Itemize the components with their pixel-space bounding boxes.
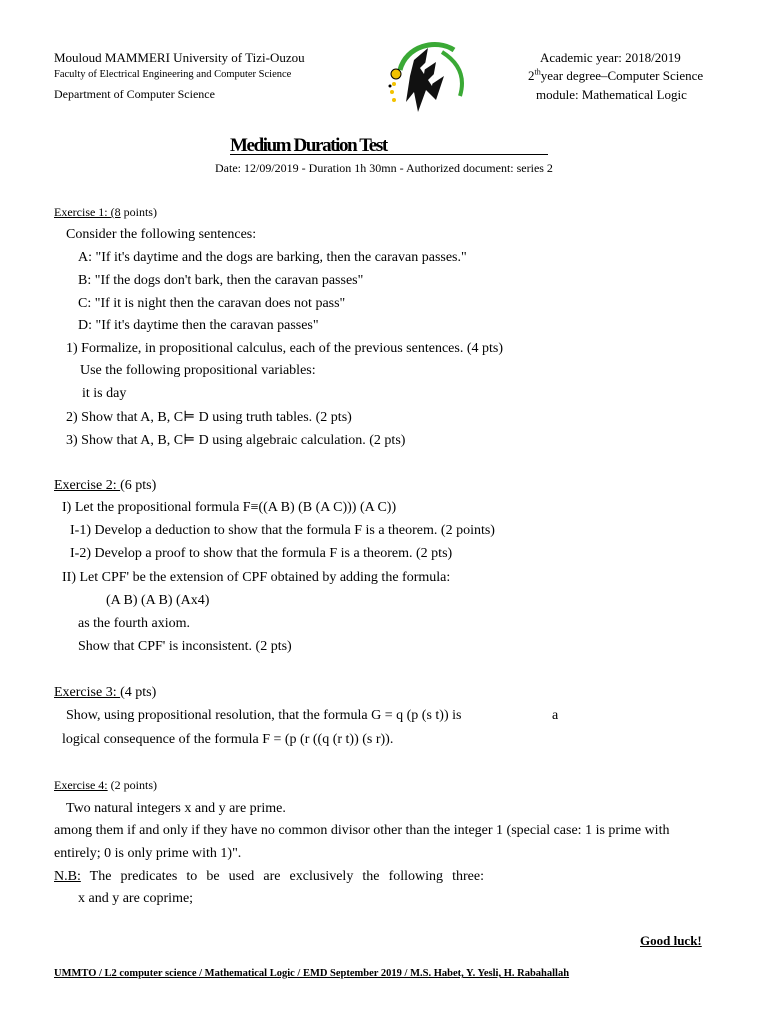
university-name: Mouloud MAMMERI University of Tizi-Ouzou [54,50,305,65]
academic-year: Academic year: 2018/2019 [540,50,681,65]
exercise-1-line: 1) Formalize, in propositional calculus, each of the previous sentences. (4 pts) [66,341,503,356]
exercise-1-heading: Exercise 1: (8 points) [54,205,157,219]
exercise-2-line: I) Let the propositional formula F≡((A B) (B (A C))) (A C)) [62,500,397,515]
university-emblem-icon [384,40,468,118]
exercise-1-line: it is day [82,386,127,401]
footer: UMMTO / L2 computer science / Mathematical Logic / EMD September 2019 / M.S. Habet, Y. Yesli, H. Rabahallah [54,968,570,979]
exercise-2-line: II) Let CPF' be the extension of CPF obtained by adding the formula: [62,570,451,585]
exercise-3-line-end: a [552,708,559,723]
exercise-3-line: logical consequence of the formula F = (p (r ((q (r t)) (s r)). [62,732,394,747]
faculty-name: Faculty of Electrical Engineering and Computer Science [54,69,292,80]
exercise-4-line: among them if and only if they have no common divisor other than the integer 1 (special case: 1 is prime with [54,823,670,838]
exercise-1-line: C: "If it is night then the caravan does not pass" [78,296,346,311]
exercise-3-line: Show, using propositional resolution, that the formula G = q (p (s t)) is [66,708,462,723]
date-line: Date: 12/09/2019 - Duration 1h 30mn - Authorized document: series 2 [215,161,553,175]
exercise-1-line: 2) Show that A, B, C⊨ D using truth tables. (2 pts) [66,410,352,425]
exercise-1-line: 3) Show that A, B, C⊨ D using algebraic calculation. (2 pts) [66,433,406,448]
exercise-1-line: Use the following propositional variables: [80,363,316,378]
exercise-4-line: Two natural integers x and y are prime. [66,801,286,816]
exercise-3-heading: Exercise 3: (4 pts) [54,685,157,700]
exercise-4-nb-line: N.B: The predicates to be used are exclusively the following three: [54,869,484,884]
exercise-1-line: D: "If it's daytime then the caravan passes" [78,318,319,333]
exercise-4-line: x and y are coprime; [78,891,194,906]
exercise-1-line: A: "If it's daytime and the dogs are barking, then the caravan passes." [78,250,467,265]
exercise-2-line: (A B) (A B) (Ax4) [106,593,210,608]
degree-line: 2thyear degree–Computer Science [528,67,704,83]
exercise-4-heading: Exercise 4: (2 points) [54,778,157,792]
exercise-2-line: I-2) Develop a proof to show that the formula F is a theorem. (2 pts) [70,546,453,561]
exercise-2-line: I-1) Develop a deduction to show that the formula F is a theorem. (2 points) [70,523,495,538]
exercise-1-line: Consider the following sentences: [66,227,257,242]
exercise-4-line: entirely; 0 is only prime with 1)". [54,846,242,861]
good-luck: Good luck! [640,933,702,948]
test-title: Medium Duration Test [230,135,387,156]
exercise-2-heading: Exercise 2: (6 pts) [54,478,157,493]
exercise-2-line: as the fourth axiom. [78,616,190,631]
exercise-2-line: Show that CPF' is inconsistent. (2 pts) [78,639,292,654]
title-underline [230,154,548,155]
department-name: Department of Computer Science [54,87,215,101]
module-name: module: Mathematical Logic [536,87,687,102]
exercise-1-line: B: "If the dogs don't bark, then the caravan passes" [78,273,364,288]
